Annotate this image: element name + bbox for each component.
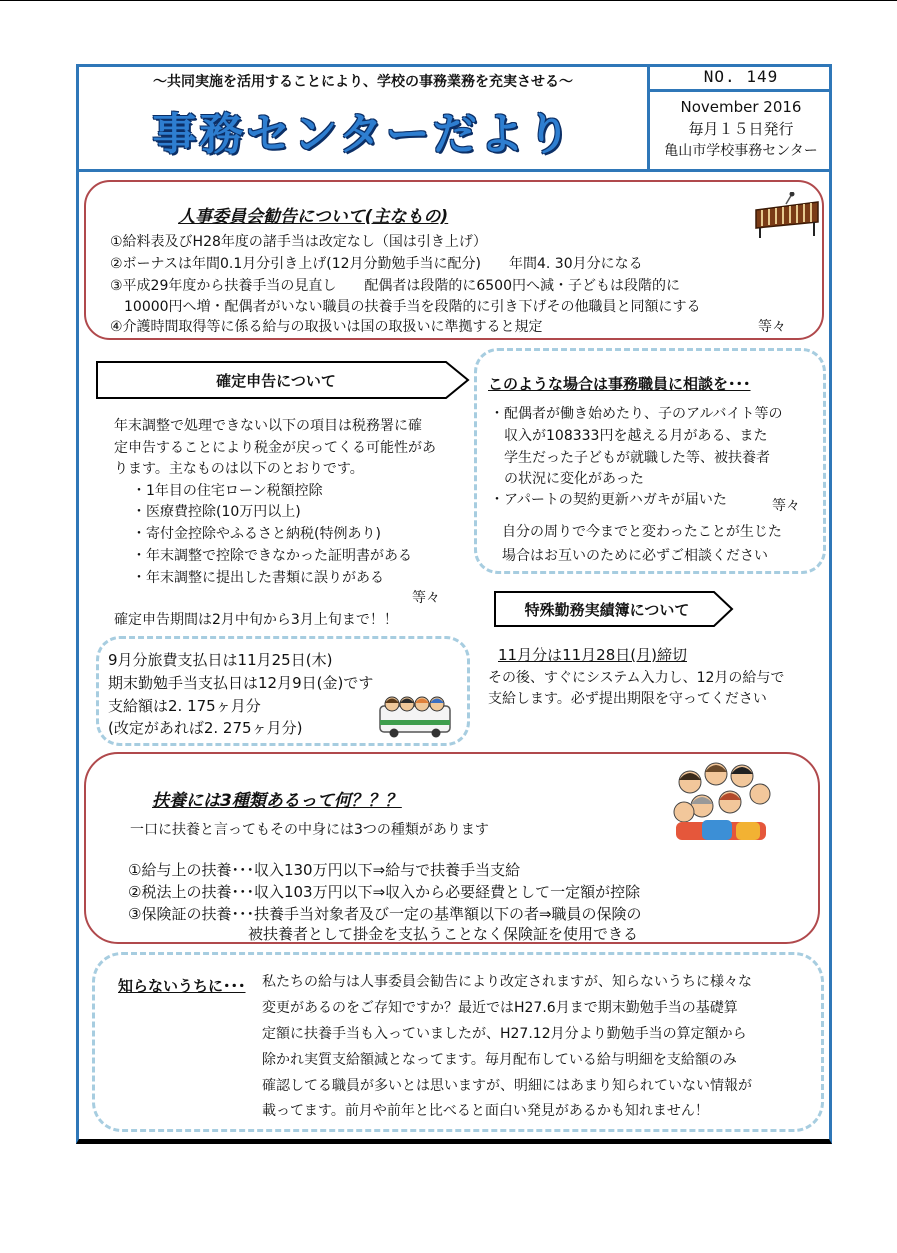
issue-month: November 2016 xyxy=(680,98,802,116)
school-bus-icon xyxy=(378,694,452,738)
shiranai-line: 確認してる職員が多いとは思いますが、明細にはあまり知られていない情報が xyxy=(262,1078,752,1094)
tagline: ～共同実施を活用することにより、学校の事務業務を充実させる～ xyxy=(153,74,573,90)
ryohi-line: 9月分旅費支払日は11月25日(木) xyxy=(108,651,333,669)
issue-frequency: 毎月１５日発行 xyxy=(688,120,794,138)
masthead-title-panel xyxy=(76,64,650,172)
masthead xyxy=(76,64,832,172)
jinji-line: ③平成29年度から扶養手当の見直し 配偶者は段階的に6500円へ減・子どもは段階的に xyxy=(110,278,680,294)
soudan-line: 収入が108333円を越える月がある、また xyxy=(490,428,768,444)
ryohi-line: 支給額は2. 175ヶ月分 xyxy=(108,697,261,715)
shiranai-heading: 知らないうちに･･･ xyxy=(118,977,246,995)
kakutei-item: ・1年目の住宅ローン税額控除 xyxy=(132,483,323,499)
kakutei-heading-arrow xyxy=(96,360,470,400)
shiranai-line: 除かれ実質支給額減となってます。毎月配布している給与明細を支給額のみ xyxy=(262,1052,737,1068)
xylophone-icon xyxy=(752,192,822,238)
kakutei-intro: ります。主なものは以下のとおりです。 xyxy=(114,461,364,477)
shiranai-line: 載ってます。前月や前年と比べると面白い発見があるかも知れません！ xyxy=(262,1103,709,1119)
ryohi-line: 期末勤勉手当支払日は12月9日(金)です xyxy=(108,674,374,692)
kakutei-intro: 定申告することにより税金が戻ってくる可能性があ xyxy=(114,440,436,456)
tokushu-heading: 特殊勤務実績簿について xyxy=(524,600,690,619)
soudan-line: 学生だった子どもが就職した等、被扶養者 xyxy=(490,450,770,466)
fuyou-intro: 一口に扶養と言ってもその中身には3つの種類があります xyxy=(130,822,489,838)
kakutei-period: 確定申告期間は2月中旬から3月上旬まで！！ xyxy=(114,612,398,628)
jinji-heading: 人事委員会勧告について(主なもの) xyxy=(178,207,449,227)
tokushu-line: 支給します。必ず提出期限を守ってください xyxy=(488,691,767,707)
soudan-etc: 等々 xyxy=(772,498,800,514)
kakutei-item: ・寄付金控除やふるさと納税(特例あり) xyxy=(132,526,381,542)
fuyou-line: ①給与上の扶養･･･収入130万円以下⇒給与で扶養手当支給 xyxy=(128,861,521,879)
tokushu-heading-arrow xyxy=(494,590,734,628)
fuyou-line: ③保険証の扶養･･･扶養手当対象者及び一定の基準額以下の者⇒職員の保険の xyxy=(128,905,642,923)
soudan-closing: 場合はお互いのために必ずご相談ください xyxy=(502,548,768,564)
tokushu-line: その後、すぐにシステム入力し、12月の給与で xyxy=(488,670,785,686)
jinji-etc: 等々 xyxy=(758,319,786,335)
kakutei-item: ・医療費控除(10万円以上) xyxy=(132,504,301,520)
kakutei-item: ・年末調整で控除できなかった証明書がある xyxy=(132,548,412,564)
jinji-line: 10000円へ増・配偶者がいない職員の扶養手当を段階的に引き下げその他職員と同額にする xyxy=(110,299,701,315)
jinji-line: ②ボーナスは年間0.1月分引き上げ(12月分勤勉手当に配分) 年間4. 30月分になる xyxy=(110,256,643,272)
fuyou-heading: 扶養には3種類あるって何？？？ xyxy=(152,791,402,811)
kakutei-item: ・年末調整に提出した書類に誤りがある xyxy=(132,570,384,586)
shiranai-line: 変更があるのをご存知ですか？最近ではH27.6月まで期末勤勉手当の基礎算 xyxy=(262,1000,738,1016)
fuyou-line: 被扶養者として掛金を支払うことなく保険証を使用できる xyxy=(128,925,639,942)
kakutei-intro: 年末調整で処理できない以下の項目は税務署に確 xyxy=(114,418,422,434)
jinji-line: ①給料表及びH28年度の諸手当は改定なし（国は引き上げ） xyxy=(110,234,487,250)
kakutei-etc: 等々 xyxy=(412,590,440,606)
soudan-closing: 自分の周りで今までと変わったことが生じた xyxy=(502,524,782,540)
publisher: 亀山市学校事務センター xyxy=(664,143,818,159)
crowd-people-icon xyxy=(672,760,772,840)
soudan-line: の状況に変化があった xyxy=(490,471,644,487)
issue-number: NO. 149 xyxy=(650,64,832,92)
soudan-line: ・配偶者が働き始めたり、子のアルバイト等の xyxy=(490,406,783,422)
shiranai-line: 定額に扶養手当も入っていましたが、H27.12月分より勤勉手当の算定額から xyxy=(262,1026,747,1042)
kakutei-heading: 確定申告について xyxy=(216,371,336,390)
tokushu-deadline: 11月分は11月28日(月)締切 xyxy=(498,646,687,664)
newsletter-title: 事務センターだより xyxy=(152,109,574,160)
ryohi-line: (改定があれば2. 275ヶ月分) xyxy=(108,719,303,737)
shiranai-line: 私たちの給与は人事委員会勧告により改定されますが、知らないうちに様々な xyxy=(262,974,752,990)
top-rule xyxy=(0,0,897,1)
issue-info xyxy=(650,96,832,162)
masthead-info-panel xyxy=(650,64,832,172)
jinji-line: ④介護時間取得等に係る給与の取扱いは国の取扱いに準拠すると規定 xyxy=(110,319,543,335)
soudan-line: ・アパートの契約更新ハガキが届いた xyxy=(490,492,727,508)
fuyou-line: ②税法上の扶養･･･収入103万円以下⇒収入から必要経費として一定額が控除 xyxy=(128,883,641,901)
soudan-heading: このような場合は事務職員に相談を･･･ xyxy=(488,375,751,393)
